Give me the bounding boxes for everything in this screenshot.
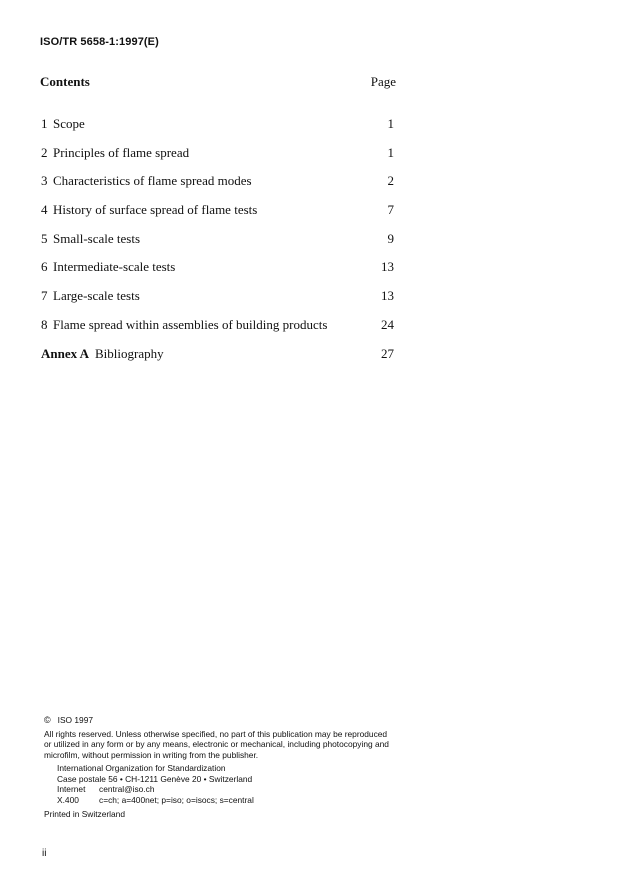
publisher-address <box>44 763 404 805</box>
toc-item-page: 24 <box>381 316 394 332</box>
toc-annex-number: Annex A <box>41 345 90 361</box>
toc-item-characteristics[interactable] <box>40 173 394 202</box>
toc-item-scope[interactable] <box>40 116 394 145</box>
internet-value[interactable]: central@iso.ch <box>99 784 155 794</box>
toc-item-label: Scope <box>53 116 85 131</box>
x400-value: c=ch; a=400net; p=iso; o=isocs; s=central <box>99 794 254 805</box>
toc-item-page: 13 <box>381 288 394 304</box>
copyright-year: ISO 1997 <box>57 715 94 725</box>
toc-item-large-scale[interactable] <box>40 288 394 317</box>
document-header-id: ISO/TR 5658-1:1997(E) <box>40 36 159 48</box>
toc-item-page: 1 <box>387 144 394 160</box>
copyright-symbol: © <box>44 715 51 725</box>
toc-item-number: 6 <box>41 259 48 275</box>
org-name: International Organization for Standardization <box>57 763 226 773</box>
toc-item-label: Large-scale tests <box>53 288 140 304</box>
toc-item-page: 1 <box>387 116 394 131</box>
rights-line: microfilm, without permission in writing from the publisher. <box>44 749 259 760</box>
toc-item-annex-a[interactable] <box>40 346 394 375</box>
internet-row <box>57 784 404 795</box>
toc-item-label: Bibliography <box>95 345 164 361</box>
toc-item-assemblies[interactable] <box>40 317 394 346</box>
toc-item-intermediate-scale[interactable] <box>40 259 394 288</box>
toc-item-label: Small-scale tests <box>53 230 141 246</box>
rights-statement <box>44 729 404 761</box>
copyright-notice <box>44 715 404 726</box>
toc-item-page: 13 <box>381 259 394 275</box>
toc-item-page: 27 <box>381 345 394 361</box>
toc-item-number: 7 <box>41 288 48 304</box>
toc-item-label: Flame spread within assemblies of building products <box>53 316 328 332</box>
x400-row <box>57 795 404 806</box>
toc-item-principles[interactable] <box>40 145 394 174</box>
toc-item-page: 7 <box>387 202 394 218</box>
page-column-label: Page <box>370 74 396 89</box>
table-of-contents <box>40 116 394 374</box>
toc-item-number: 2 <box>41 144 48 160</box>
rights-line: or utilized in any form or by any means, electronic or mechanical, including photocopying and <box>44 739 389 749</box>
postal-address: Case postale 56 • CH-1211 Genève 20 • Switzerland <box>57 773 253 784</box>
x400-key: X.400 <box>57 794 79 805</box>
toc-item-page: 2 <box>387 173 394 189</box>
page-folio: ii <box>42 848 47 859</box>
toc-item-label: Principles of flame spread <box>53 144 190 160</box>
toc-item-label: History of surface spread of flame tests <box>53 202 258 218</box>
toc-item-number: 1 <box>41 116 48 131</box>
toc-item-page: 9 <box>387 230 394 246</box>
rights-line: All rights reserved. Unless otherwise specified, no part of this publication may be reproduced <box>44 728 388 739</box>
toc-item-number: 8 <box>41 316 48 332</box>
contents-title: Contents <box>40 74 90 89</box>
internet-key: Internet <box>57 784 86 794</box>
printed-in: Printed in Switzerland <box>44 809 125 819</box>
toc-item-small-scale[interactable] <box>40 231 394 260</box>
toc-item-number: 4 <box>41 202 48 218</box>
toc-item-history[interactable] <box>40 202 394 231</box>
toc-item-label: Intermediate-scale tests <box>53 259 176 275</box>
toc-item-number: 3 <box>41 173 48 189</box>
copyright-block <box>44 715 404 820</box>
toc-item-number: 5 <box>41 230 48 246</box>
toc-item-label: Characteristics of flame spread modes <box>53 173 252 189</box>
